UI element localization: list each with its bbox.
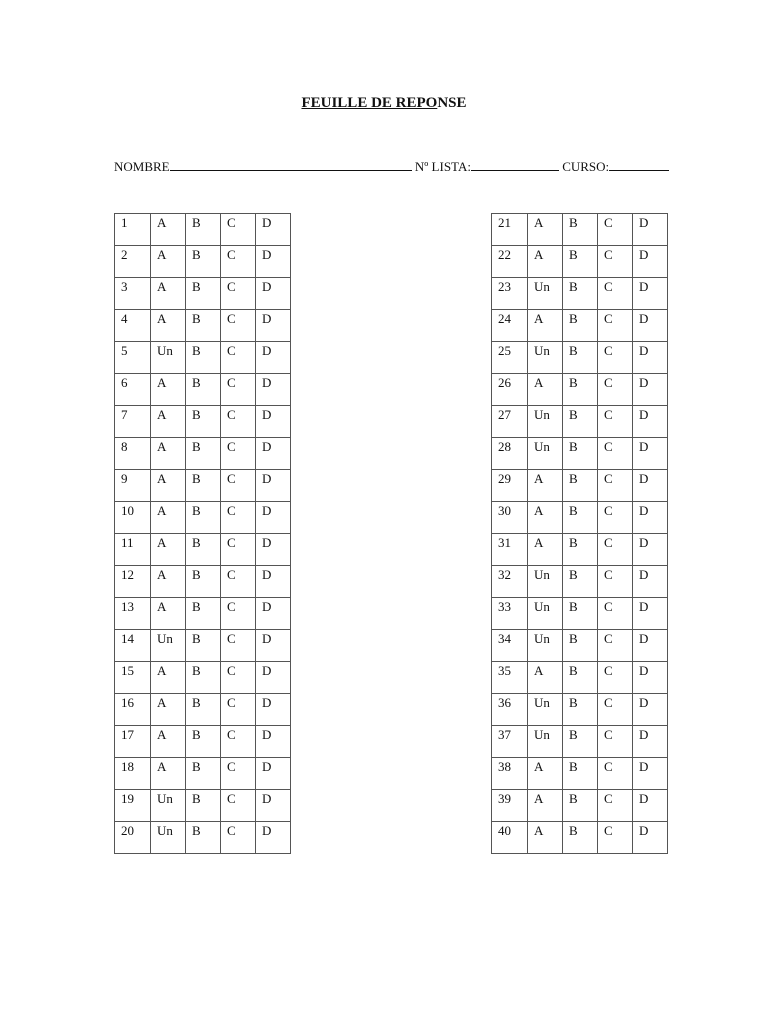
- answer-option[interactable]: D: [633, 342, 668, 374]
- answer-row: [492, 662, 668, 694]
- answer-option[interactable]: B: [563, 310, 598, 342]
- answer-option[interactable]: C: [598, 662, 633, 694]
- answer-row: [115, 310, 291, 342]
- answer-option[interactable]: D: [256, 630, 291, 662]
- answer-option[interactable]: B: [186, 630, 221, 662]
- answer-option[interactable]: D: [633, 502, 668, 534]
- question-number: 5: [115, 342, 151, 374]
- answer-option[interactable]: D: [633, 726, 668, 758]
- lista-label: Nº LISTA:: [414, 159, 471, 174]
- answer-option[interactable]: A: [528, 470, 563, 502]
- answer-option[interactable]: B: [186, 438, 221, 470]
- answer-row: [115, 662, 291, 694]
- answer-table-right: [491, 213, 668, 854]
- answer-option[interactable]: D: [256, 758, 291, 790]
- answer-option[interactable]: D: [256, 566, 291, 598]
- answer-row: [492, 790, 668, 822]
- answer-option[interactable]: C: [598, 758, 633, 790]
- question-number: 4: [115, 310, 151, 342]
- question-number: 32: [492, 566, 528, 598]
- answer-option[interactable]: D: [633, 822, 668, 854]
- answer-option[interactable]: D: [633, 246, 668, 278]
- answer-option[interactable]: C: [598, 438, 633, 470]
- curso-field[interactable]: [609, 158, 669, 171]
- answer-option[interactable]: B: [563, 470, 598, 502]
- answer-row: [115, 566, 291, 598]
- answer-option[interactable]: B: [563, 598, 598, 630]
- answer-option[interactable]: A: [528, 822, 563, 854]
- answer-option[interactable]: A: [151, 310, 186, 342]
- nombre-label: NOMBRE: [114, 159, 170, 174]
- answer-option[interactable]: B: [563, 214, 598, 246]
- answer-row: [115, 470, 291, 502]
- answer-row: [492, 726, 668, 758]
- answer-option[interactable]: B: [186, 694, 221, 726]
- answer-option[interactable]: C: [221, 342, 256, 374]
- answer-option[interactable]: D: [633, 374, 668, 406]
- answer-row: [115, 278, 291, 310]
- answer-row: [115, 758, 291, 790]
- answer-option[interactable]: B: [186, 726, 221, 758]
- answer-option[interactable]: D: [633, 406, 668, 438]
- answer-option[interactable]: A: [151, 502, 186, 534]
- answer-option[interactable]: D: [256, 438, 291, 470]
- answer-option[interactable]: A: [528, 534, 563, 566]
- question-number: 26: [492, 374, 528, 406]
- answer-row: [115, 726, 291, 758]
- answer-option[interactable]: A: [151, 566, 186, 598]
- answer-row: [115, 630, 291, 662]
- answer-option[interactable]: A: [528, 502, 563, 534]
- question-number: 16: [115, 694, 151, 726]
- answer-option[interactable]: Un: [151, 790, 186, 822]
- answer-option[interactable]: B: [186, 214, 221, 246]
- answer-option[interactable]: B: [186, 374, 221, 406]
- answer-option[interactable]: A: [528, 214, 563, 246]
- answer-option[interactable]: C: [221, 438, 256, 470]
- answer-row: [492, 502, 668, 534]
- answer-option[interactable]: B: [186, 278, 221, 310]
- question-number: 24: [492, 310, 528, 342]
- answer-option[interactable]: D: [633, 630, 668, 662]
- answer-row: [115, 214, 291, 246]
- question-number: 8: [115, 438, 151, 470]
- answer-option[interactable]: C: [221, 470, 256, 502]
- lista-field[interactable]: [471, 158, 559, 171]
- answer-table-left: [114, 213, 291, 854]
- answer-option[interactable]: C: [221, 662, 256, 694]
- answer-option[interactable]: C: [598, 502, 633, 534]
- answer-option[interactable]: C: [221, 758, 256, 790]
- answer-option[interactable]: C: [598, 566, 633, 598]
- curso-label: CURSO:: [562, 159, 610, 174]
- answer-option[interactable]: B: [563, 246, 598, 278]
- answer-option[interactable]: B: [563, 758, 598, 790]
- answer-option[interactable]: D: [256, 278, 291, 310]
- page-title-rest: NSE: [437, 95, 467, 111]
- answer-option[interactable]: B: [563, 566, 598, 598]
- answer-option[interactable]: A: [151, 214, 186, 246]
- answer-option[interactable]: D: [256, 470, 291, 502]
- question-number: 39: [492, 790, 528, 822]
- answer-option[interactable]: B: [563, 342, 598, 374]
- question-number: 25: [492, 342, 528, 374]
- question-number: 29: [492, 470, 528, 502]
- answer-option[interactable]: A: [151, 534, 186, 566]
- answer-option[interactable]: B: [563, 502, 598, 534]
- answer-option[interactable]: C: [598, 598, 633, 630]
- question-number: 20: [115, 822, 151, 854]
- answer-row: [492, 438, 668, 470]
- page-title: [0, 95, 768, 112]
- question-number: 12: [115, 566, 151, 598]
- question-number: 22: [492, 246, 528, 278]
- answer-option[interactable]: D: [256, 246, 291, 278]
- question-number: 13: [115, 598, 151, 630]
- answer-option[interactable]: C: [598, 630, 633, 662]
- answer-option[interactable]: C: [598, 470, 633, 502]
- question-number: 33: [492, 598, 528, 630]
- answer-row: [492, 566, 668, 598]
- answer-option[interactable]: C: [598, 214, 633, 246]
- answer-row: [492, 758, 668, 790]
- answer-option[interactable]: Un: [528, 598, 563, 630]
- answer-row: [115, 342, 291, 374]
- answer-option[interactable]: D: [633, 310, 668, 342]
- answer-row: [492, 310, 668, 342]
- answer-option[interactable]: C: [598, 726, 633, 758]
- question-number: 7: [115, 406, 151, 438]
- question-number: 6: [115, 374, 151, 406]
- answer-option[interactable]: B: [563, 662, 598, 694]
- answer-option[interactable]: B: [186, 662, 221, 694]
- answer-row: [115, 822, 291, 854]
- answer-row: [492, 598, 668, 630]
- answer-option[interactable]: A: [151, 470, 186, 502]
- page-title-underlined: FEUILLE DE REPO: [301, 95, 438, 111]
- answer-row: [492, 822, 668, 854]
- answer-option[interactable]: D: [633, 694, 668, 726]
- answer-row: [115, 598, 291, 630]
- answer-option[interactable]: C: [221, 502, 256, 534]
- answer-option[interactable]: A: [151, 406, 186, 438]
- answer-option[interactable]: D: [256, 598, 291, 630]
- answer-option[interactable]: D: [256, 502, 291, 534]
- question-number: 9: [115, 470, 151, 502]
- answer-option[interactable]: B: [186, 566, 221, 598]
- answer-option[interactable]: A: [528, 246, 563, 278]
- answer-option[interactable]: D: [256, 406, 291, 438]
- answer-option[interactable]: B: [563, 726, 598, 758]
- answer-option[interactable]: C: [221, 310, 256, 342]
- answer-row: [492, 694, 668, 726]
- answer-option[interactable]: B: [563, 438, 598, 470]
- answer-option[interactable]: D: [633, 534, 668, 566]
- answer-option[interactable]: C: [598, 342, 633, 374]
- answer-row: [115, 534, 291, 566]
- answer-option[interactable]: C: [221, 598, 256, 630]
- answer-option[interactable]: Un: [528, 438, 563, 470]
- answer-option[interactable]: B: [563, 374, 598, 406]
- question-number: 31: [492, 534, 528, 566]
- answer-option[interactable]: D: [633, 758, 668, 790]
- question-number: 14: [115, 630, 151, 662]
- answer-row: [115, 790, 291, 822]
- question-number: 37: [492, 726, 528, 758]
- answer-row: [115, 406, 291, 438]
- answer-option[interactable]: Un: [528, 694, 563, 726]
- question-number: 18: [115, 758, 151, 790]
- answer-row: [115, 694, 291, 726]
- answer-option[interactable]: C: [598, 246, 633, 278]
- question-number: 11: [115, 534, 151, 566]
- answer-row: [492, 342, 668, 374]
- answer-option[interactable]: B: [563, 822, 598, 854]
- answer-option[interactable]: D: [256, 374, 291, 406]
- answer-option[interactable]: A: [151, 758, 186, 790]
- answer-option[interactable]: C: [598, 278, 633, 310]
- answer-option[interactable]: C: [598, 310, 633, 342]
- answer-option[interactable]: C: [598, 790, 633, 822]
- answer-option[interactable]: C: [221, 790, 256, 822]
- answer-row: [115, 502, 291, 534]
- answer-option[interactable]: B: [186, 502, 221, 534]
- answer-option[interactable]: D: [256, 822, 291, 854]
- answer-option[interactable]: Un: [528, 566, 563, 598]
- answer-option[interactable]: B: [563, 630, 598, 662]
- question-number: 1: [115, 214, 151, 246]
- answer-option[interactable]: B: [186, 822, 221, 854]
- answer-option[interactable]: A: [151, 694, 186, 726]
- question-number: 36: [492, 694, 528, 726]
- answer-option[interactable]: Un: [151, 822, 186, 854]
- answer-option[interactable]: D: [633, 214, 668, 246]
- question-number: 35: [492, 662, 528, 694]
- answer-row: [115, 438, 291, 470]
- answer-option[interactable]: D: [256, 214, 291, 246]
- answer-option[interactable]: D: [256, 310, 291, 342]
- answer-option[interactable]: A: [151, 374, 186, 406]
- answer-option[interactable]: D: [633, 790, 668, 822]
- answer-option[interactable]: C: [221, 278, 256, 310]
- question-number: 2: [115, 246, 151, 278]
- answer-option[interactable]: A: [151, 246, 186, 278]
- answer-option[interactable]: C: [221, 214, 256, 246]
- answer-option[interactable]: Un: [528, 406, 563, 438]
- answer-option[interactable]: B: [186, 342, 221, 374]
- answer-option[interactable]: B: [186, 534, 221, 566]
- answer-option[interactable]: B: [186, 470, 221, 502]
- question-number: 34: [492, 630, 528, 662]
- answer-row: [492, 214, 668, 246]
- answer-option[interactable]: C: [598, 822, 633, 854]
- answer-option[interactable]: Un: [528, 278, 563, 310]
- question-number: 15: [115, 662, 151, 694]
- answer-option[interactable]: B: [563, 694, 598, 726]
- answer-option[interactable]: B: [186, 790, 221, 822]
- question-number: 27: [492, 406, 528, 438]
- answer-option[interactable]: A: [151, 726, 186, 758]
- answer-row: [492, 278, 668, 310]
- answer-option[interactable]: A: [528, 790, 563, 822]
- answer-option[interactable]: C: [221, 694, 256, 726]
- answer-option[interactable]: C: [221, 246, 256, 278]
- question-number: 17: [115, 726, 151, 758]
- answer-option[interactable]: C: [598, 406, 633, 438]
- question-number: 21: [492, 214, 528, 246]
- answer-row: [492, 534, 668, 566]
- answer-option[interactable]: B: [186, 246, 221, 278]
- answer-option[interactable]: B: [563, 790, 598, 822]
- answer-option[interactable]: A: [151, 662, 186, 694]
- answer-option[interactable]: C: [221, 374, 256, 406]
- answer-option[interactable]: D: [633, 598, 668, 630]
- nombre-field[interactable]: [170, 158, 412, 171]
- student-info-fields: [114, 158, 669, 175]
- answer-option[interactable]: B: [186, 598, 221, 630]
- answer-option[interactable]: A: [528, 374, 563, 406]
- answer-option[interactable]: D: [256, 726, 291, 758]
- answer-option[interactable]: A: [528, 662, 563, 694]
- answer-option[interactable]: B: [563, 406, 598, 438]
- answer-option[interactable]: D: [633, 470, 668, 502]
- answer-row: [115, 246, 291, 278]
- answer-option[interactable]: B: [563, 534, 598, 566]
- answer-option[interactable]: D: [256, 342, 291, 374]
- answer-option[interactable]: D: [633, 278, 668, 310]
- answer-option[interactable]: C: [598, 534, 633, 566]
- answer-option[interactable]: D: [256, 662, 291, 694]
- answer-option[interactable]: Un: [528, 630, 563, 662]
- answer-option[interactable]: C: [221, 566, 256, 598]
- answer-row: [492, 470, 668, 502]
- answer-option[interactable]: B: [563, 278, 598, 310]
- answer-row: [492, 246, 668, 278]
- answer-option[interactable]: A: [528, 310, 563, 342]
- answer-option[interactable]: C: [221, 726, 256, 758]
- answer-option[interactable]: C: [221, 534, 256, 566]
- answer-row: [492, 406, 668, 438]
- question-number: 30: [492, 502, 528, 534]
- answer-option[interactable]: A: [151, 438, 186, 470]
- answer-option[interactable]: D: [633, 566, 668, 598]
- answer-option[interactable]: D: [633, 662, 668, 694]
- answer-option[interactable]: D: [256, 534, 291, 566]
- question-number: 38: [492, 758, 528, 790]
- answer-option[interactable]: D: [633, 438, 668, 470]
- answer-option[interactable]: Un: [528, 726, 563, 758]
- question-number: 23: [492, 278, 528, 310]
- answer-option[interactable]: C: [598, 374, 633, 406]
- question-number: 10: [115, 502, 151, 534]
- answer-option[interactable]: A: [528, 758, 563, 790]
- question-number: 40: [492, 822, 528, 854]
- question-number: 19: [115, 790, 151, 822]
- answer-option[interactable]: B: [186, 310, 221, 342]
- answer-row: [492, 630, 668, 662]
- answer-option[interactable]: C: [221, 406, 256, 438]
- answer-option[interactable]: Un: [528, 342, 563, 374]
- answer-option[interactable]: Un: [151, 342, 186, 374]
- answer-row: [492, 374, 668, 406]
- answer-option[interactable]: C: [221, 630, 256, 662]
- question-number: 3: [115, 278, 151, 310]
- answer-option[interactable]: B: [186, 758, 221, 790]
- answer-option[interactable]: C: [598, 694, 633, 726]
- answer-option[interactable]: B: [186, 406, 221, 438]
- answer-option[interactable]: A: [151, 598, 186, 630]
- answer-option[interactable]: A: [151, 278, 186, 310]
- answer-row: [115, 374, 291, 406]
- question-number: 28: [492, 438, 528, 470]
- answer-option[interactable]: D: [256, 694, 291, 726]
- answer-option[interactable]: C: [221, 822, 256, 854]
- answer-option[interactable]: D: [256, 790, 291, 822]
- answer-option[interactable]: Un: [151, 630, 186, 662]
